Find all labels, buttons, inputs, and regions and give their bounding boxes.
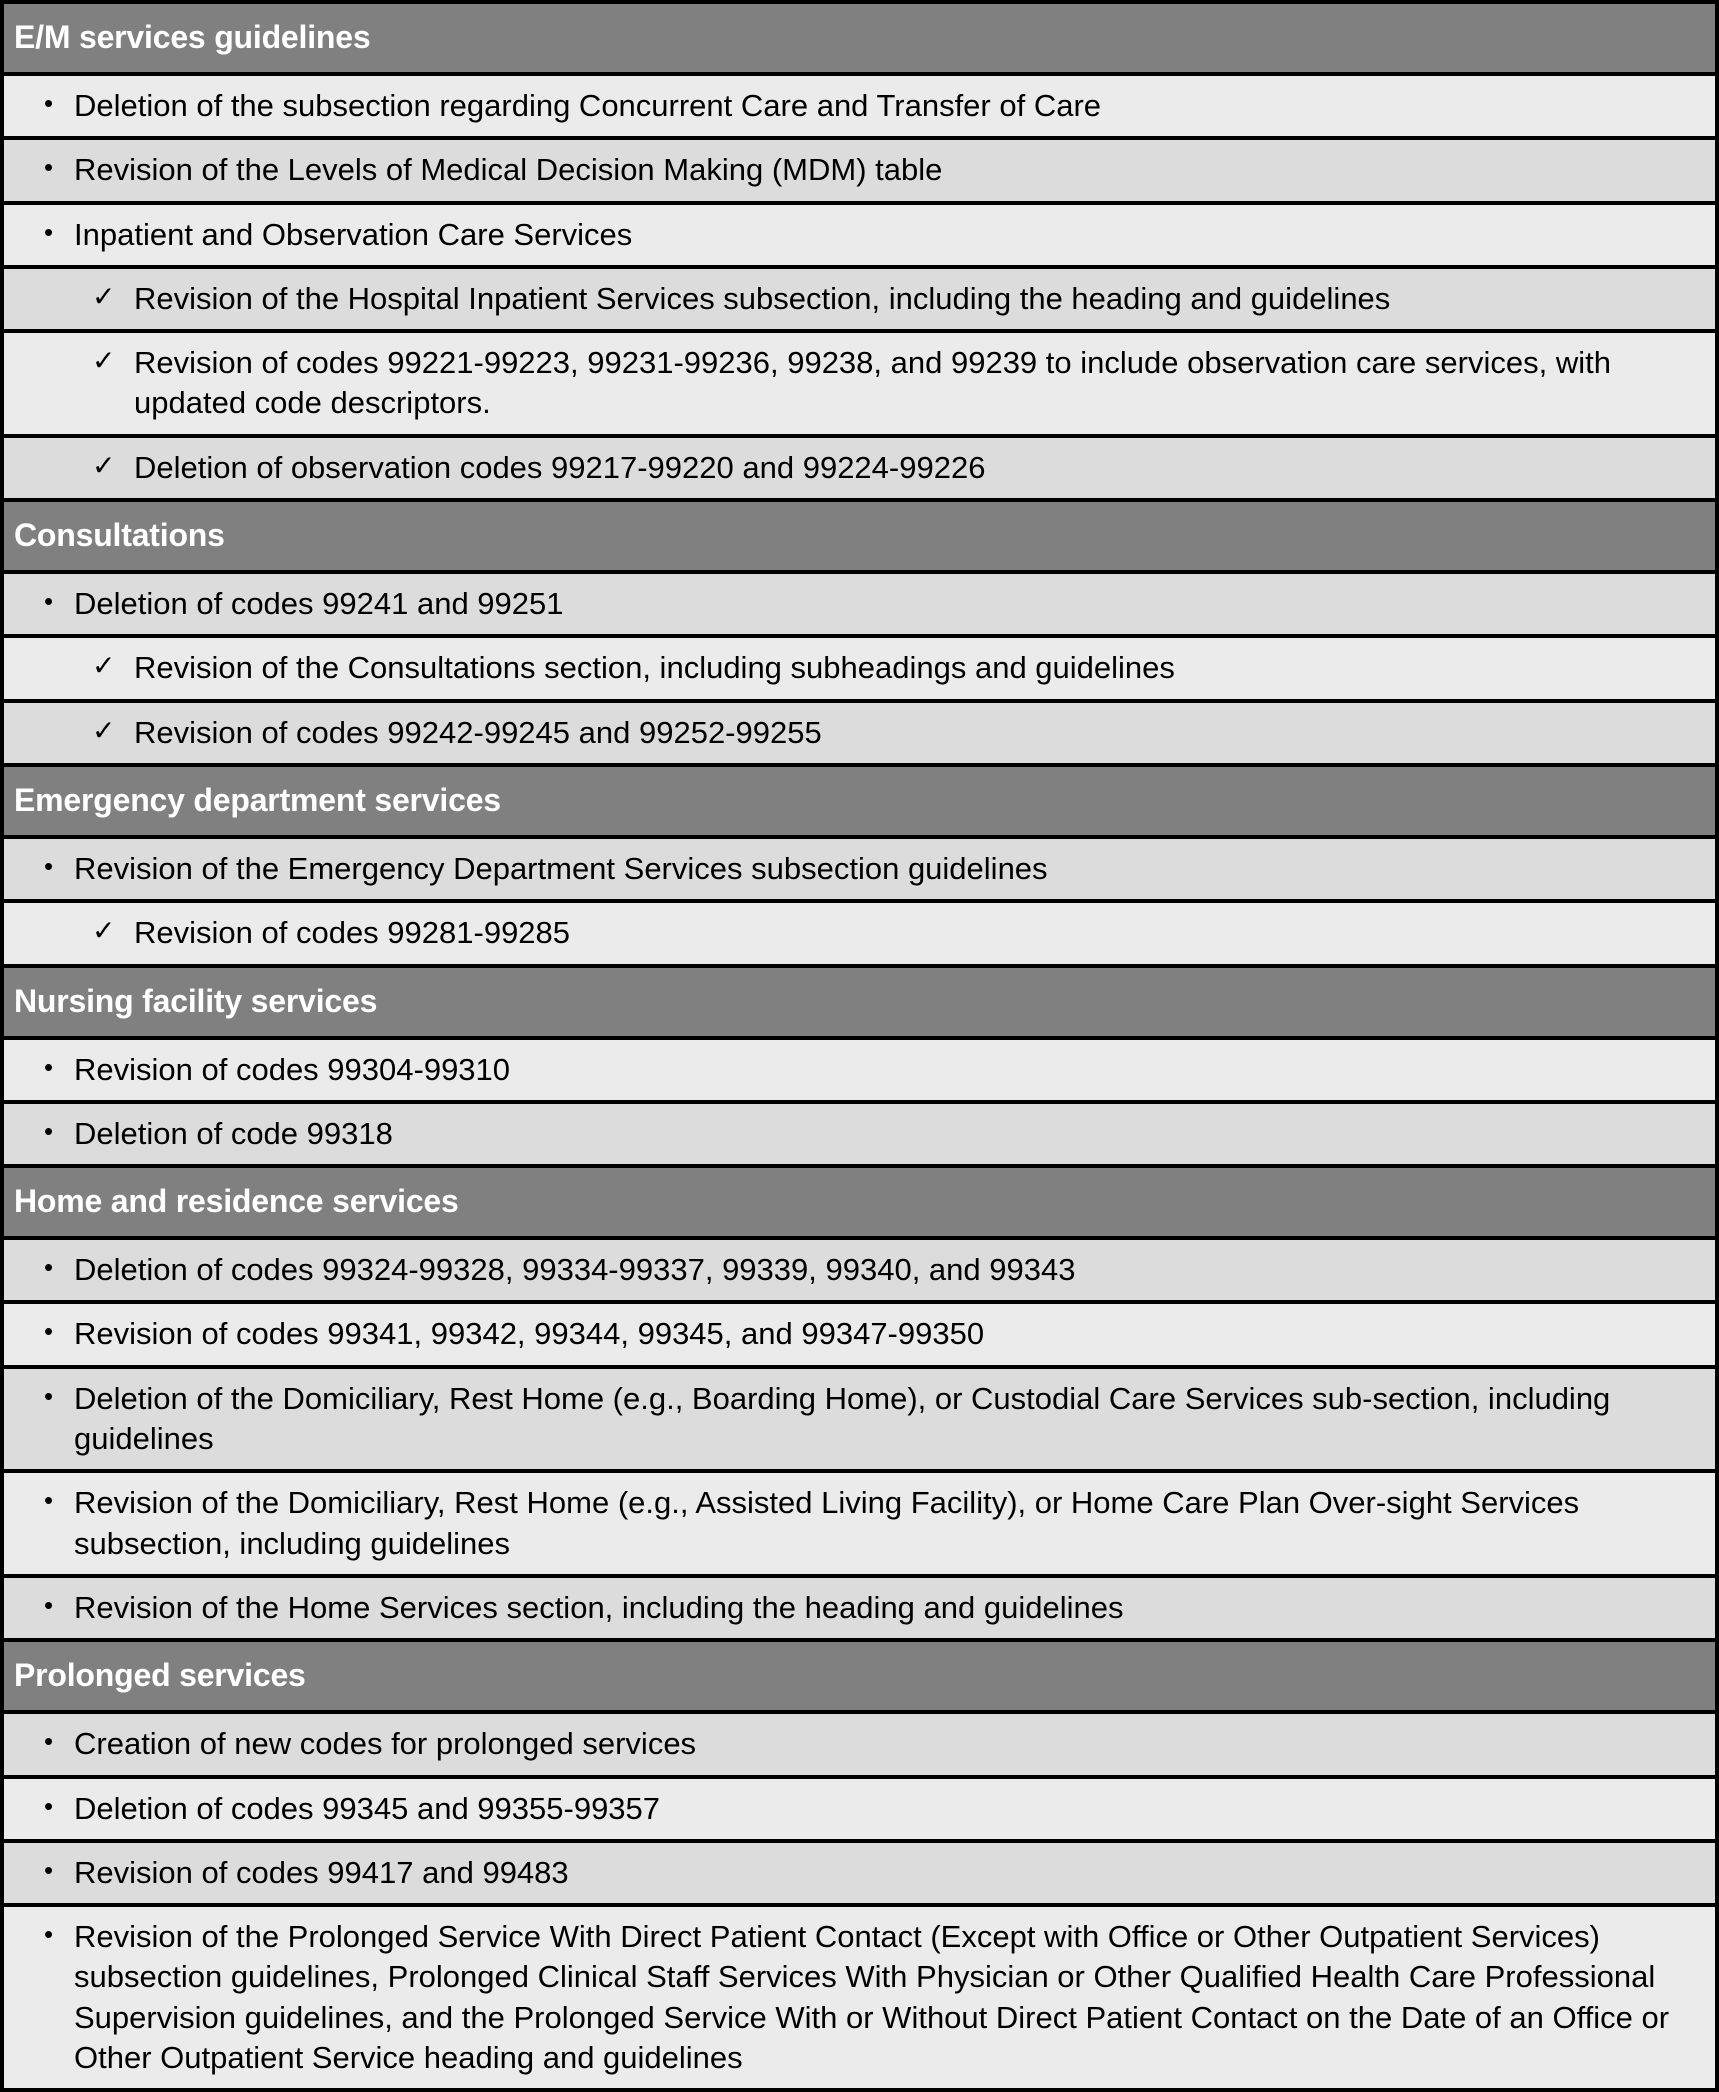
table-row [4, 1714, 1715, 1778]
bullet-icon: • [44, 216, 54, 247]
check-list-item [4, 703, 1715, 763]
bullet-list-item [4, 839, 1715, 899]
bullet-icon: • [44, 1919, 54, 1950]
table-row [4, 1240, 1715, 1304]
bullet-icon: • [44, 1790, 54, 1821]
bullet-icon: • [44, 152, 54, 183]
section-header [4, 767, 1715, 835]
table-row [4, 638, 1715, 702]
bullet-icon: • [44, 1726, 54, 1757]
table-row [4, 1779, 1715, 1843]
section-header-label: Consultations [14, 517, 225, 554]
list-item-text: Deletion of the subsection regarding Concurrent Care and Transfer of Care [74, 88, 1102, 123]
table-row [4, 1104, 1715, 1168]
section-header-label: Prolonged services [14, 1657, 306, 1694]
check-list-item [4, 333, 1715, 434]
list-item-text: Inpatient and Observation Care Services [74, 216, 633, 252]
table-row [4, 1907, 1715, 2088]
bullet-list-item [4, 1843, 1715, 1903]
section-header [4, 4, 1715, 72]
table-row [4, 1473, 1715, 1578]
table-row [4, 574, 1715, 638]
bullet-icon: • [44, 1051, 54, 1082]
bullet-list-item [4, 1473, 1715, 1574]
list-item-text: Revision of codes 99341, 99342, 99344, 99345, and 99347-99350 [74, 1316, 985, 1352]
check-list-item [4, 903, 1715, 963]
bullet-list-item [4, 1104, 1715, 1164]
bullet-list-item [4, 1907, 1715, 2088]
table-row [4, 269, 1715, 333]
list-item-text: Revision of codes 99304-99310 [74, 1051, 511, 1087]
checkmark-icon: ✓ [92, 915, 116, 947]
section-header-label: Emergency department services [14, 781, 501, 818]
check-list-item [4, 269, 1715, 329]
bullet-list-item [4, 574, 1715, 634]
bullet-icon: • [44, 1380, 54, 1411]
bullet-icon: • [44, 1316, 54, 1347]
table-row [4, 333, 1715, 438]
bullet-icon: • [44, 1115, 54, 1146]
table-row [4, 903, 1715, 967]
list-item-text: Deletion of observation codes 99217-99220 and 99224-99226 [134, 449, 986, 485]
section-header [4, 968, 1715, 1036]
list-item-text: Revision of codes 99221-99223, 99231-99236, 99238, and 99239 to include observation care services, with updated code descriptors. [134, 345, 1620, 421]
list-item-text: Revision of codes 99242-99245 and 99252-99255 [134, 714, 822, 750]
table-row [4, 703, 1715, 767]
table-row [4, 1843, 1715, 1907]
section-header-label: Nursing facility services [14, 982, 378, 1019]
list-item-text: Revision of the Domiciliary, Rest Home (e.g., Assisted Living Facility), or Home Care Plan Over-sight Services subsection, including guidelines [74, 1485, 1588, 1561]
table-row [4, 76, 1715, 140]
checkmark-icon: ✓ [92, 345, 116, 377]
bullet-icon: • [44, 1854, 54, 1885]
list-item-text: Revision of the Home Services section, including the heading and guidelines [74, 1589, 1124, 1625]
list-item-text: Revision of the Consultations section, including subheadings and guidelines [134, 650, 1175, 686]
bullet-icon: • [44, 1485, 54, 1516]
check-list-item [4, 438, 1715, 498]
bullet-list-item [4, 1369, 1715, 1470]
bullet-list-item [4, 1040, 1715, 1100]
checkmark-icon: ✓ [92, 449, 116, 481]
check-list-item [4, 638, 1715, 698]
list-item-text: Revision of codes 99281-99285 [134, 915, 571, 951]
bullet-list-item [4, 76, 1715, 136]
section-header [4, 502, 1715, 570]
bullet-icon: • [44, 1589, 54, 1620]
table-row-section-header [4, 1168, 1715, 1240]
bullet-list-item [4, 140, 1715, 200]
bullet-icon: • [44, 1252, 54, 1283]
table-row-section-header [4, 4, 1715, 76]
list-item-text: Revision of the Emergency Department Services subsection guidelines [74, 850, 1048, 886]
table-row-section-header [4, 968, 1715, 1040]
section-header-label: E/M services guidelines [14, 19, 371, 55]
bullet-icon: • [44, 88, 54, 118]
list-item-text: Revision of codes 99417 and 99483 [74, 1854, 569, 1890]
section-header-label: Home and residence services [14, 1183, 459, 1220]
table-row [4, 140, 1715, 204]
bullet-icon: • [44, 586, 54, 617]
list-item-text: Revision of the Hospital Inpatient Services subsection, including the heading and guidelines [134, 280, 1391, 316]
table-row [4, 438, 1715, 502]
table-row [4, 839, 1715, 903]
list-item-text: Deletion of codes 99345 and 99355-99357 [74, 1790, 661, 1826]
section-header [4, 1168, 1715, 1236]
table-row [4, 1578, 1715, 1642]
list-item-text: Deletion of code 99318 [74, 1115, 393, 1151]
bullet-list-item [4, 205, 1715, 265]
bullet-list-item [4, 1714, 1715, 1774]
list-item-text: Revision of the Prolonged Service With Direct Patient Contact (Except with Office or Other Outpatient Services) subsection guidelines, Prolonged Clinical Staff Services With Physician or Other Qualified Health Care Professional Supervision guidelines, and the Prolonged Service With or Without Direct Patient Contact on the Date of an Office or Other Outpatient Service heading and guidelines [74, 1919, 1678, 2076]
table-row [4, 205, 1715, 269]
bullet-list-item [4, 1578, 1715, 1638]
table-row [4, 1369, 1715, 1474]
list-item-text: Revision of the Levels of Medical Decision Making (MDM) table [74, 152, 943, 188]
list-item-text: Deletion of codes 99324-99328, 99334-99337, 99339, 99340, and 99343 [74, 1252, 1076, 1288]
section-header [4, 1642, 1715, 1710]
bullet-list-item [4, 1240, 1715, 1300]
table-row [4, 1040, 1715, 1104]
bullet-icon: • [44, 850, 54, 881]
table-row-section-header [4, 1642, 1715, 1714]
list-item-text: Deletion of the Domiciliary, Rest Home (e.g., Boarding Home), or Custodial Care Services sub-section, including guidelines [74, 1380, 1619, 1457]
table-row-section-header [4, 502, 1715, 574]
checkmark-icon: ✓ [92, 650, 116, 682]
list-item-text: Deletion of codes 99241 and 99251 [74, 586, 564, 622]
bullet-list-item [4, 1304, 1715, 1364]
checkmark-icon: ✓ [92, 280, 116, 312]
list-item-text: Creation of new codes for prolonged services [74, 1726, 697, 1762]
table-row-section-header [4, 767, 1715, 839]
checkmark-icon: ✓ [92, 714, 116, 746]
bullet-list-item [4, 1779, 1715, 1839]
table-row [4, 1304, 1715, 1368]
